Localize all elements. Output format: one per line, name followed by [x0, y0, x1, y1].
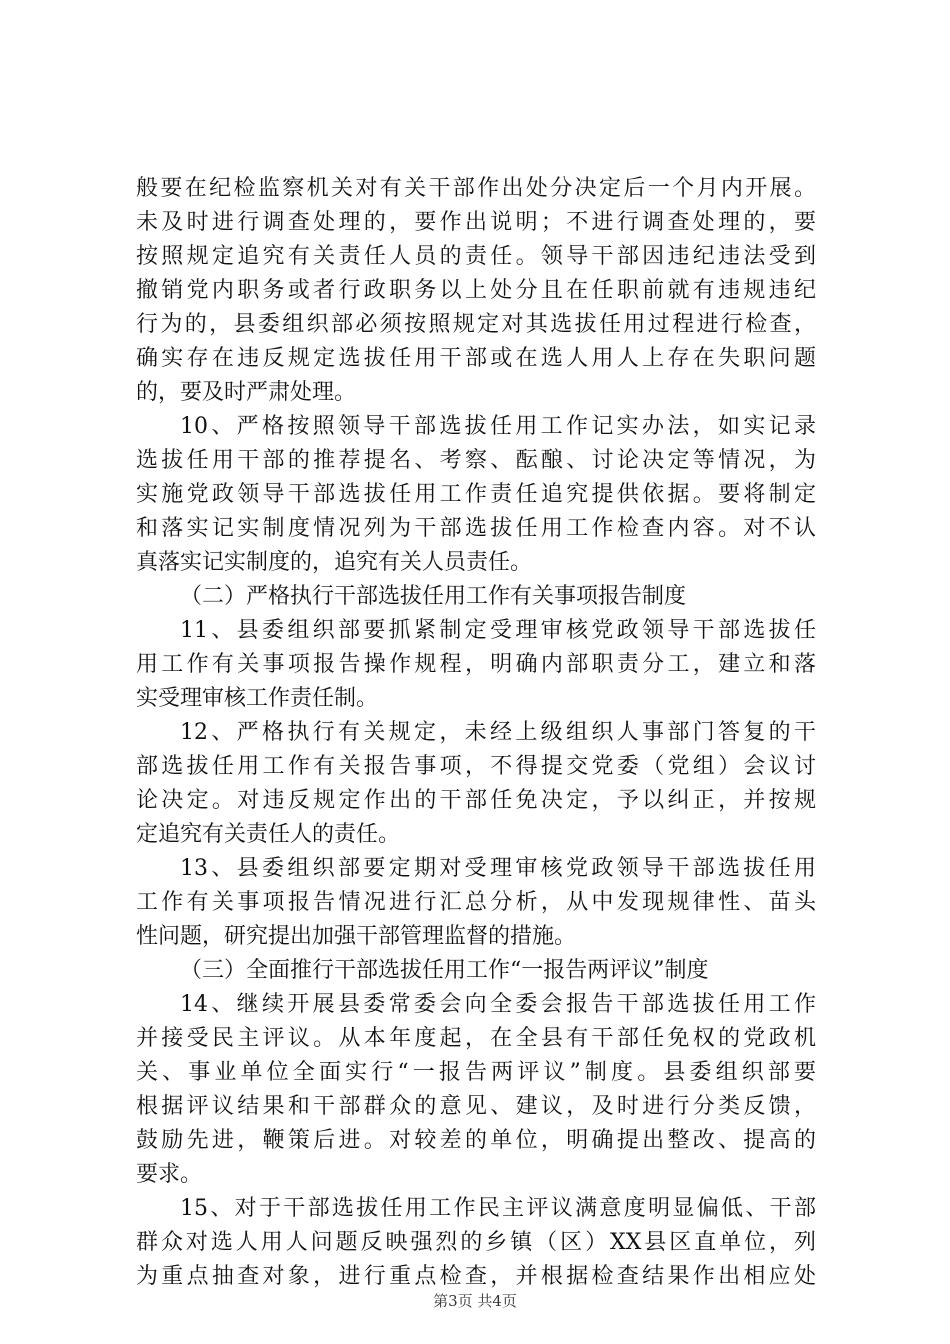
- text-line: 按照规定追究有关责任人员的责任。领导干部因违纪违法受到: [136, 244, 816, 269]
- text-line: 论决定。对违反规定作出的干部任免决定，予以纠正，并按规: [136, 788, 816, 813]
- text-line: 鼓励先进，鞭策后进。对较差的单位，明确提出整改、提高的: [136, 1128, 816, 1153]
- paragraph-first-line: 15、对于干部选拔任用工作民主评议满意度明显偏低、干部: [180, 1196, 816, 1221]
- page-number: 第3页 共4页: [433, 1292, 517, 1310]
- text-line: 未及时进行调查处理的，要作出说明；不进行调查处理的，要: [136, 210, 816, 235]
- text-line: 性问题，研究提出加强干部管理监督的措施。: [136, 924, 577, 949]
- paragraph-first-line: 11、县委组织部要抓紧制定受理审核党政领导干部选拔任: [180, 618, 816, 643]
- paragraph-first-line: 12、严格执行有关规定，未经上级组织人事部门答复的干: [180, 720, 816, 745]
- text-line: 关、事业单位全面实行“一报告两评议”制度。县委组织部要: [136, 1060, 816, 1085]
- text-line: 根据评议结果和干部群众的意见、建议，及时进行分类反馈，: [136, 1094, 816, 1119]
- text-line: 行为的，县委组织部必须按照规定对其选拔任用过程进行检查，: [136, 312, 816, 337]
- text-line: 群众对选人用人问题反映强烈的乡镇（区）XX县区直单位，列: [136, 1230, 816, 1255]
- text-line: 并接受民主评议。从本年度起，在全县有干部任免权的党政机: [136, 1026, 816, 1051]
- text-line: 选拔任用干部的推荐提名、考察、酝酿、讨论决定等情况，为: [136, 448, 816, 473]
- section-heading: （三）全面推行干部选拔任用工作“一报告两评议”制度: [180, 958, 709, 983]
- text-line: 的，要及时严肃处理。: [136, 380, 357, 405]
- text-line: 真落实记实制度的，追究有关人员责任。: [136, 550, 533, 575]
- text-line: 和落实记实制度情况列为干部选拔任用工作检查内容。对不认: [136, 516, 816, 541]
- text-line: 般要在纪检监察机关对有关干部作出处分决定后一个月内开展。: [136, 176, 816, 201]
- text-line: 工作有关事项报告情况进行汇总分析，从中发现规律性、苗头: [136, 890, 816, 915]
- text-line: 用工作有关事项报告操作规程，明确内部职责分工，建立和落: [136, 652, 816, 677]
- text-line: 部选拔任用工作有关报告事项，不得提交党委（党组）会议讨: [136, 754, 816, 779]
- text-line: 要求。: [136, 1162, 203, 1187]
- text-line: 撤销党内职务或者行政职务以上处分且在任职前就有违规违纪: [136, 278, 816, 303]
- text-line: 定追究有关责任人的责任。: [136, 822, 401, 847]
- text-line: 确实存在违反规定选拔任用干部或在选人用人上存在失职问题: [136, 346, 816, 371]
- text-line: 实受理审核工作责任制。: [136, 686, 379, 711]
- paragraph-first-line: 10、严格按照领导干部选拔任用工作记实办法，如实记录: [180, 414, 816, 439]
- text-line: 为重点抽查对象，进行重点检查，并根据检查结果作出相应处: [136, 1264, 816, 1289]
- paragraph-first-line: 13、县委组织部要定期对受理审核党政领导干部选拔任用: [180, 856, 816, 881]
- text-line: 实施党政领导干部选拔任用工作责任追究提供依据。要将制定: [136, 482, 816, 507]
- body-text: [136, 172, 816, 1294]
- paragraph-first-line: 14、继续开展县委常委会向全委会报告干部选拔任用工作: [180, 992, 816, 1017]
- section-heading: （二）严格执行干部选拔任用工作有关事项报告制度: [180, 584, 687, 609]
